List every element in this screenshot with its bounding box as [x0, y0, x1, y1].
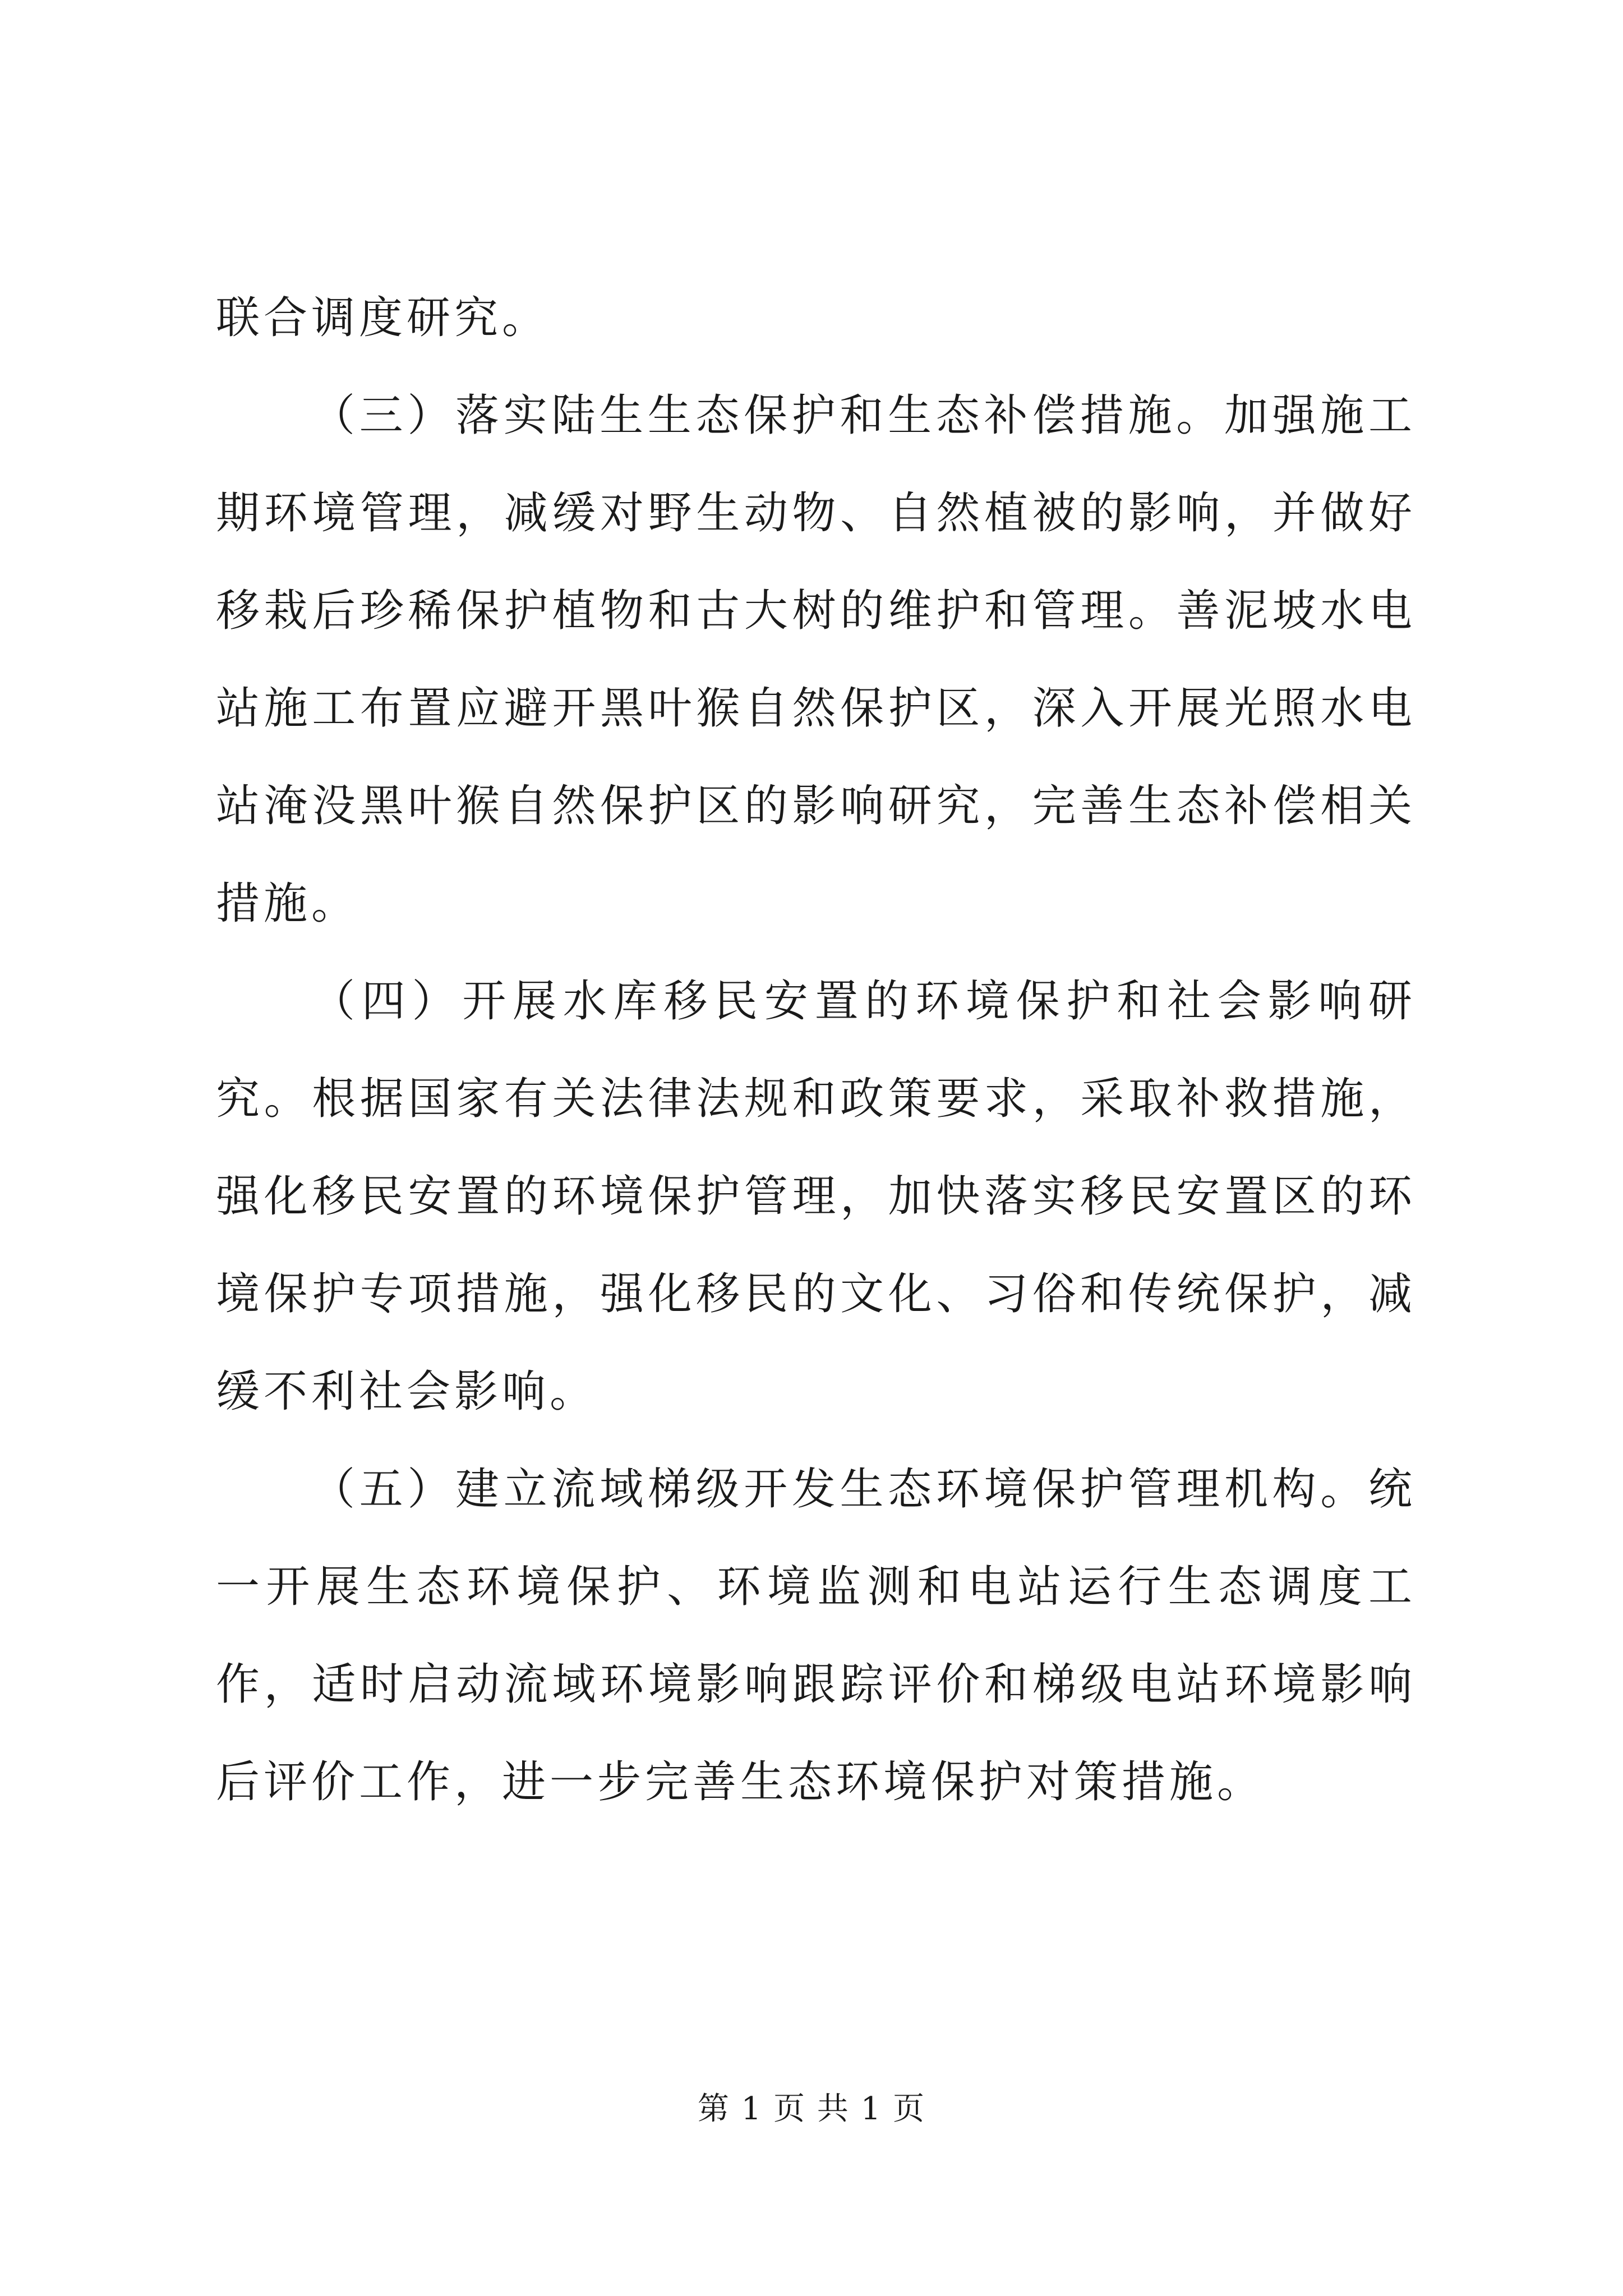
page-footer [0, 2087, 1623, 2132]
paragraph-section-3: （三）落实陆生生态保护和生态补偿措施。加强施工期环境管理，减缓对野生动物、自然植被的影响，并做好移栽后珍稀保护植物和古大树的维护和管理。善泥坡水电站施工布置应避开黑叶猴自然保护区，深入开展光照水电站淹没黑叶猴自然保护区的影响研究，完善生态补偿相关措施。 [216, 390, 1416, 929]
paragraph-section-4: （四）开展水库移民安置的环境保护和社会影响研究。根据国家有关法律法规和政策要求，采取补救措施，强化移民安置的环境保护管理，加快落实移民安置区的环境保护专项措施，强化移民的文化、习俗和传统保护，减缓不利社会影响。 [216, 976, 1416, 1417]
page-number-label: 第 1 页 共 1 页 [697, 2091, 926, 2127]
document-body [216, 269, 1416, 1831]
paragraph-section-5: （五）建立流域梯级开发生态环境保护管理机构。统一开展生态环境保护、环境监测和电站运行生态调度工作，适时启动流域环境影响跟踪评价和梯级电站环境影响后评价工作，进一步完善生态环境保护对策措施。 [216, 1464, 1416, 1807]
paragraph-continuation: 联合调度研究。 [216, 293, 550, 343]
